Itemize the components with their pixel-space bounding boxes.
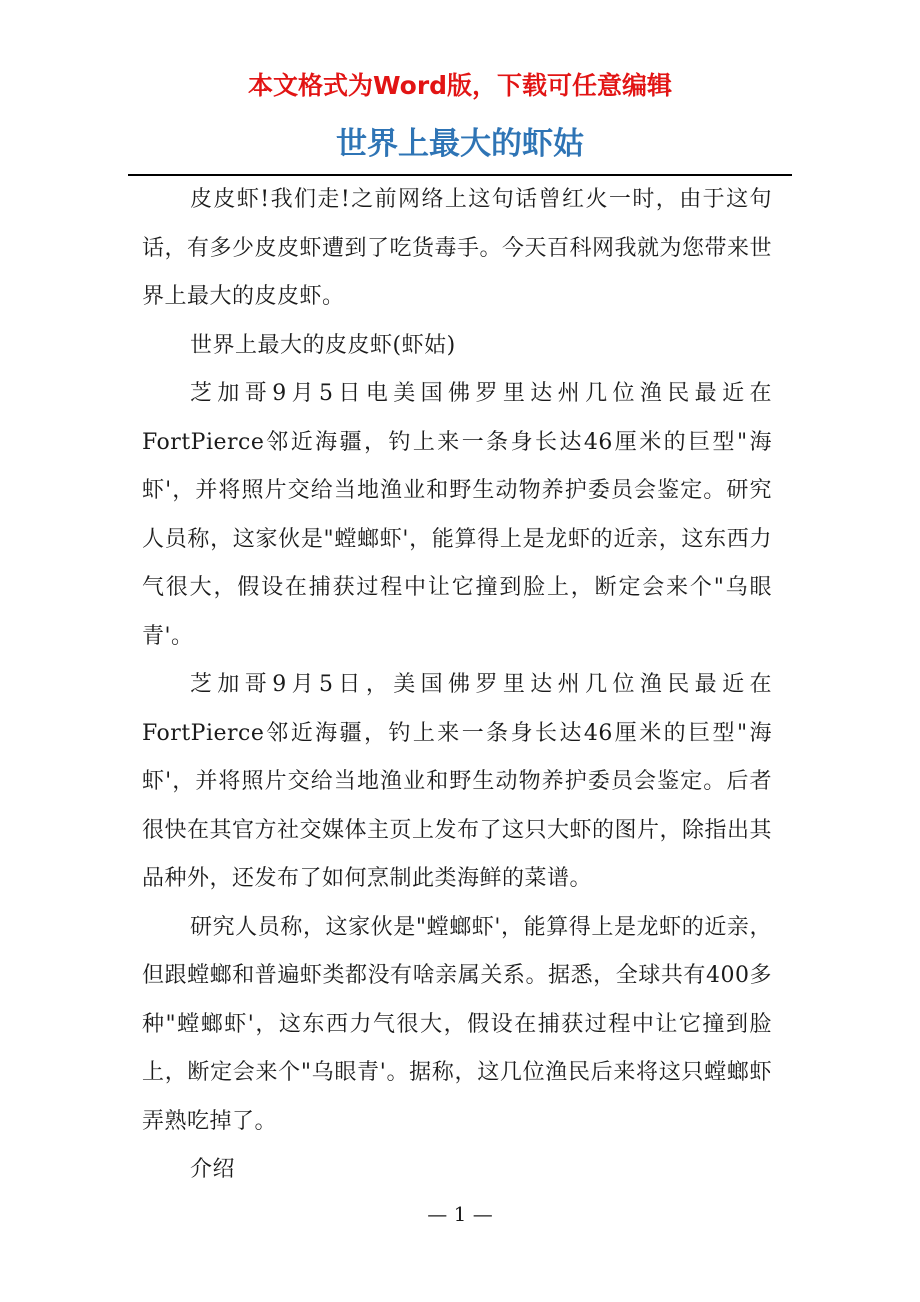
document-title: 世界上最大的虾姑 [336,126,584,162]
paragraph: 研究人员称，这家伙是"螳螂虾'，能算得上是龙虾的近亲，但跟螳螂和普遍虾类都没有啥亲属关系。据悉，全球共有400多种"螳螂虾'，这东西力气很大，假设在捕获过程中让它撞到脸上，断定会来个"乌眼青'。据称，这几位渔民后来将这只螳螂虾弄熟吃掉了。 [142,914,772,1134]
page-number: — 1 — [427,1202,493,1226]
paragraph: 芝加哥9月5日，美国佛罗里达州几位渔民最近在FortPierce邻近海疆，钓上来一条身长达46厘米的巨型"海虾'，并将照片交给当地渔业和野生动物养护委员会鉴定。后者很快在其官方社交媒体主页上发布了这只大虾的图片，除指出其品种外，还发布了如何烹制此类海鲜的菜谱。 [142,672,773,891]
paragraph: 介绍 [190,1157,236,1182]
paragraph: 世界上最大的皮皮虾(虾姑) [190,332,456,358]
paragraph: 芝加哥9月5日电美国佛罗里达州几位渔民最近在FortPierce邻近海疆，钓上来一条身长达46厘米的巨型"海虾'，并将照片交给当地渔业和野生动物养护委员会鉴定。研究人员称，这家伙是"螳螂虾'，能算得上是龙虾的近亲，这东西力气很大，假设在捕获过程中让它撞到脸上，断定会来个"乌眼青'。 [142,381,772,649]
format-banner: 本文格式为Word版，下载可任意编辑 [247,71,673,100]
document-body [142,176,772,1195]
paragraph: 皮皮虾!我们走!之前网络上这句话曾红火一时，由于这句话，有多少皮皮虾遭到了吃货毒手。今天百科网我就为您带来世界上最大的皮皮虾。 [142,187,773,309]
